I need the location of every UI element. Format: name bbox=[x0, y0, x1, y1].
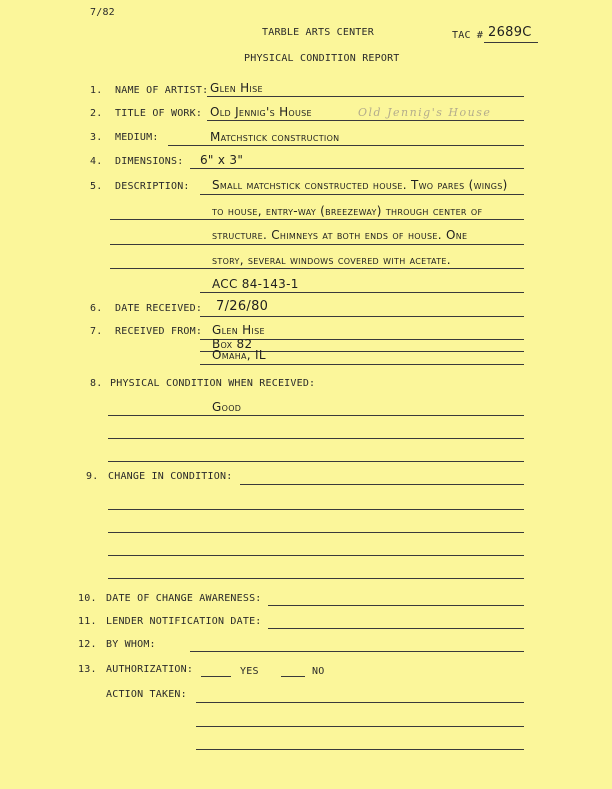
authorization-no-label: NO bbox=[312, 666, 325, 677]
description-label: DESCRIPTION: bbox=[115, 181, 190, 192]
item-number-3: 3. bbox=[90, 132, 103, 143]
physical-condition-rule-1 bbox=[108, 415, 524, 416]
received-from-label: RECEIVED FROM: bbox=[115, 326, 203, 337]
physical-condition-rule-2 bbox=[108, 438, 524, 439]
item-number-9: 9. bbox=[86, 471, 99, 482]
item-number-10: 10. bbox=[78, 593, 97, 604]
description-line-4[interactable]: story, several windows covered with acetate. bbox=[212, 253, 451, 267]
action-taken-rule-3 bbox=[196, 749, 524, 750]
authorization-yes-blank[interactable] bbox=[201, 676, 231, 677]
item-number-7: 7. bbox=[90, 326, 103, 337]
change-rule-4 bbox=[108, 555, 524, 556]
received-from-rule-3 bbox=[200, 364, 524, 365]
action-taken-rule-2 bbox=[196, 726, 524, 727]
title-pencil-note: Old Jennig's House bbox=[358, 106, 492, 119]
title-line bbox=[207, 120, 524, 121]
tac-label: TAC # bbox=[452, 30, 484, 41]
medium-line bbox=[168, 145, 524, 146]
action-taken-label: ACTION TAKEN: bbox=[106, 689, 187, 700]
authorization-label: AUTHORIZATION: bbox=[106, 664, 194, 675]
by-whom-line bbox=[190, 651, 524, 652]
item-number-8: 8. bbox=[90, 378, 103, 389]
received-from-city[interactable]: Omaha, IL bbox=[212, 348, 266, 362]
item-number-5: 5. bbox=[90, 181, 103, 192]
by-whom-label: BY WHOM: bbox=[106, 639, 156, 650]
authorization-no-blank[interactable] bbox=[281, 676, 305, 677]
description-rule-4 bbox=[110, 268, 524, 269]
artist-line bbox=[207, 96, 524, 97]
item-number-2: 2. bbox=[90, 108, 103, 119]
physical-condition-label: PHYSICAL CONDITION WHEN RECEIVED: bbox=[110, 378, 316, 389]
artist-value[interactable]: Glen Hise bbox=[210, 81, 263, 95]
lender-notification-line bbox=[268, 628, 524, 629]
tac-number: 2689C bbox=[488, 25, 532, 40]
authorization-yes-label: YES bbox=[240, 666, 259, 677]
physical-condition-value[interactable]: Good bbox=[212, 400, 242, 414]
dimensions-value[interactable]: 6" x 3" bbox=[200, 153, 244, 167]
date-change-awareness-line bbox=[268, 605, 524, 606]
received-from-name[interactable]: Glen Hise bbox=[212, 323, 265, 337]
date-received-line bbox=[200, 316, 524, 317]
description-rule-1 bbox=[200, 194, 524, 195]
change-rule-2 bbox=[108, 509, 524, 510]
description-rule-5 bbox=[200, 292, 524, 293]
item-number-6: 6. bbox=[90, 303, 103, 314]
item-number-4: 4. bbox=[90, 156, 103, 167]
dimensions-line bbox=[190, 168, 524, 169]
change-rule-1 bbox=[240, 484, 524, 485]
description-line-3[interactable]: structure. Chimneys at both ends of house. One bbox=[212, 228, 468, 242]
corner-date: 7/82 bbox=[90, 7, 115, 18]
item-number-12: 12. bbox=[78, 639, 97, 650]
medium-label: MEDIUM: bbox=[115, 132, 159, 143]
title-label: TITLE OF WORK: bbox=[115, 108, 203, 119]
date-change-awareness-label: DATE OF CHANGE AWARENESS: bbox=[106, 593, 262, 604]
item-number-13: 13. bbox=[78, 664, 97, 675]
change-rule-5 bbox=[108, 578, 524, 579]
change-in-condition-label: CHANGE IN CONDITION: bbox=[108, 471, 233, 482]
dimensions-label: DIMENSIONS: bbox=[115, 156, 184, 167]
medium-value[interactable]: Matchstick construction bbox=[210, 130, 340, 144]
tac-number-line bbox=[484, 42, 538, 43]
action-taken-rule-1 bbox=[196, 702, 524, 703]
accession-number[interactable]: ACC 84-143-1 bbox=[212, 277, 299, 291]
lender-notification-label: LENDER NOTIFICATION DATE: bbox=[106, 616, 262, 627]
date-received-value[interactable]: 7/26/80 bbox=[216, 299, 269, 314]
item-number-1: 1. bbox=[90, 85, 103, 96]
item-number-11: 11. bbox=[78, 616, 97, 627]
description-rule-3 bbox=[110, 244, 524, 245]
change-rule-3 bbox=[108, 532, 524, 533]
report-title: PHYSICAL CONDITION REPORT bbox=[244, 53, 400, 64]
description-line-1[interactable]: Small matchstick constructed house. Two pares (wings) bbox=[212, 178, 508, 192]
description-rule-2 bbox=[110, 219, 524, 220]
date-received-label: DATE RECEIVED: bbox=[115, 303, 203, 314]
received-from-box[interactable]: Box 82 bbox=[212, 337, 253, 351]
description-line-2[interactable]: to house, entry-way (breezeway) through center of bbox=[212, 204, 483, 218]
physical-condition-rule-3 bbox=[108, 461, 524, 462]
organization-name: TARBLE ARTS CENTER bbox=[262, 27, 374, 38]
artist-label: NAME OF ARTIST: bbox=[115, 85, 209, 96]
title-value[interactable]: Old Jennig's House bbox=[210, 105, 312, 119]
